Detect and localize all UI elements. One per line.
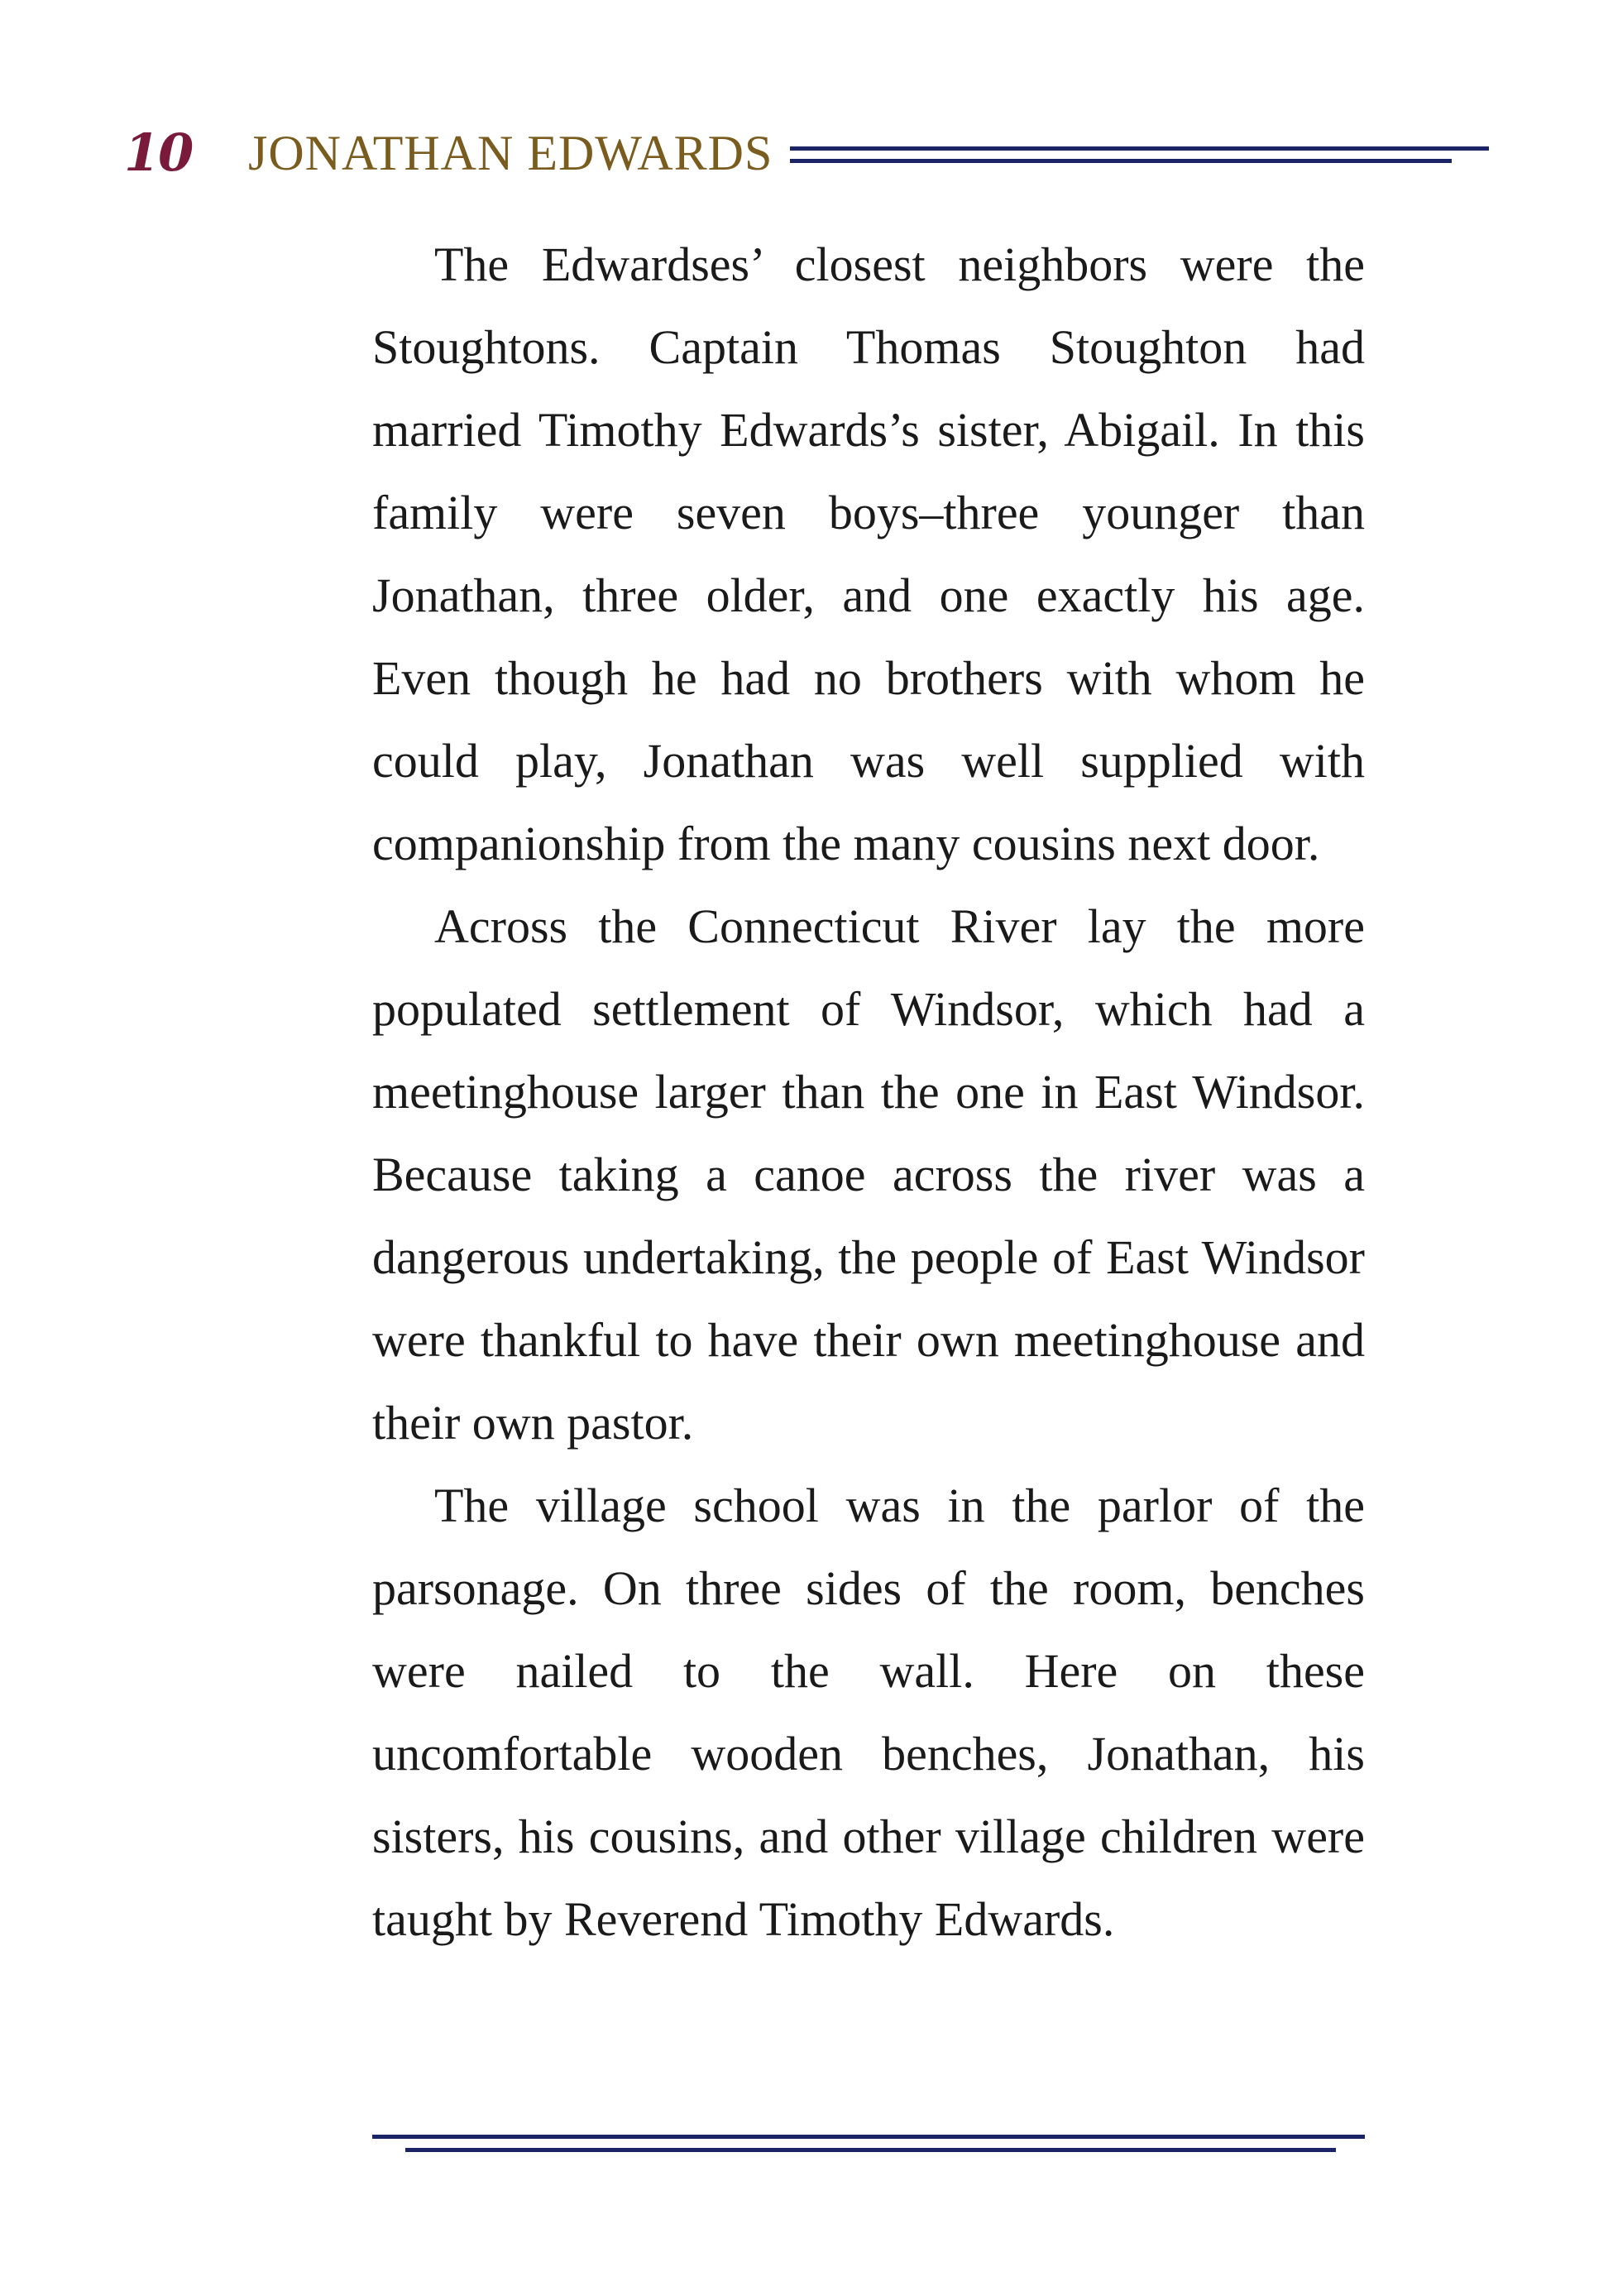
footer-rule-top	[372, 2135, 1365, 2139]
body-text	[372, 223, 1365, 1961]
page-number: 10	[124, 122, 193, 183]
paragraph: The Edwardses’ closest neighbors were the Stoughtons. Captain Thomas Stoughton had married Timothy Edwards’s sister, Abigail. In this family were seven boys–three younger than Jonathan, three older, and one exactly his age. Even though he had no brothers with whom he could play, Jonathan was well supplied with companionship from the many cousins next door.	[372, 237, 1365, 870]
paragraph: Across the Connecticut River lay the more populated settlement of Windsor, which had a meetinghouse larger than the one in East Windsor. Because taking a canoe across the river was a dangerous undertaking, the people of East Windsor were thankful to have their own meetinghouse and their own pastor.	[372, 899, 1365, 1450]
header-rule-bottom	[790, 159, 1452, 163]
footer-rule-bottom	[405, 2148, 1336, 2152]
paragraph: The village school was in the parlor of the parsonage. On three sides of the room, benches were nailed to the wall. Here on these uncomfortable wooden benches, Jonathan, his sisters, his cousins, and other village children were taught by Reverend Timothy Edwards.	[372, 1479, 1365, 1946]
page-header	[124, 116, 1365, 190]
header-rule-top	[790, 146, 1489, 151]
running-head: JONATHAN EDWARDS	[248, 126, 773, 180]
